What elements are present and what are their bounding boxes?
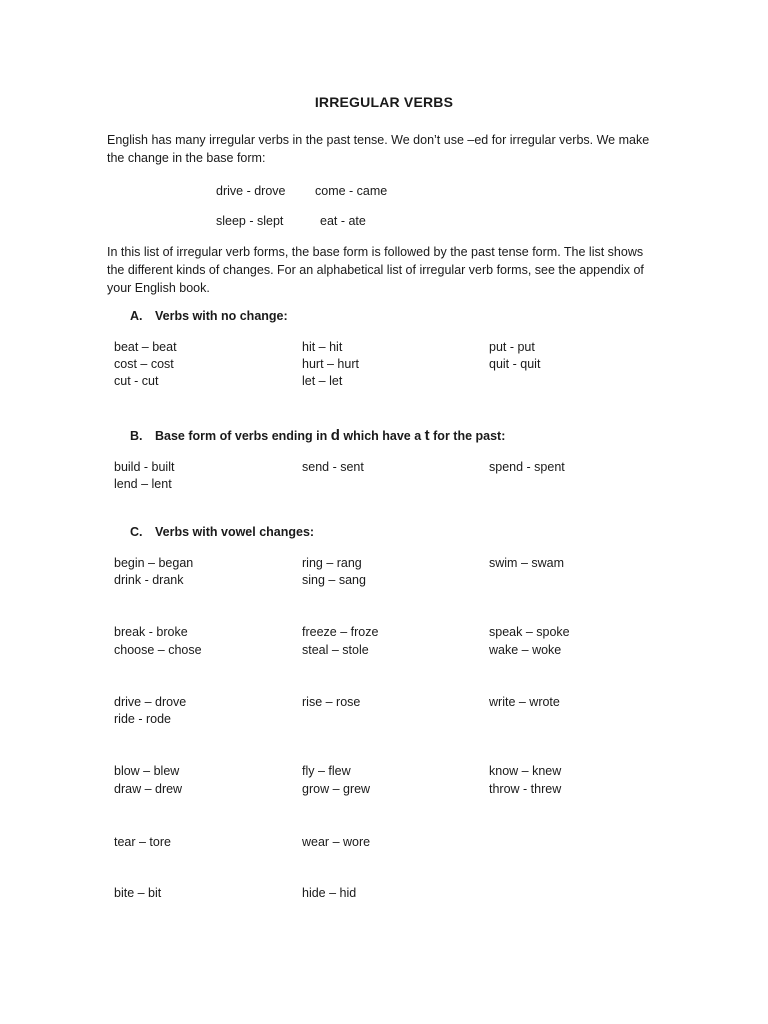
verb-cell: begin – began [114,556,194,570]
verb-cell: hurt – hurt [302,357,359,371]
verb-cell: fly – flew [302,764,351,778]
verb-cell: ride - rode [114,712,171,726]
verb-cell: throw - threw [489,782,562,796]
verb-cell: quit - quit [489,357,541,371]
verb-cell: speak – spoke [489,625,570,639]
verb-cell: write – wrote [489,695,560,709]
verb-cell: draw – drew [114,782,183,796]
verb-cell: hit – hit [302,340,343,354]
explanation-paragraph [107,243,667,297]
section-c-title: Verbs with vowel changes: [155,525,315,539]
verb-cell: beat – beat [114,340,177,354]
verb-cell: spend - spent [489,460,565,474]
intro-line-1: English has many irregular verbs in the past tense. We don’t use –ed for irregular verbs. We make [107,133,650,147]
verb-cell: build - built [114,460,175,474]
section-b-title-d: d [330,427,340,444]
explanation-line-1: In this list of irregular verb forms, the base form is followed by the past tense form. The list shows [107,245,644,259]
example-sleep: sleep - slept [216,214,284,228]
intro-line-2: the change in the base form: [107,151,266,165]
section-a-heading [130,309,288,323]
verb-cell: wear – wore [302,835,371,849]
section-b-title-mid: which have a [339,429,425,443]
verb-cell: drink - drank [114,573,184,587]
page-title: IRREGULAR VERBS [314,94,454,110]
verb-cell: send - sent [302,460,364,474]
section-b-title-pre: Base form of verbs ending in [155,429,331,443]
section-c-letter: C. [130,525,143,539]
intro-paragraph [107,131,667,167]
verb-cell: break - broke [114,625,188,639]
verb-cell: ring – rang [302,556,362,570]
example-drive: drive - drove [216,184,286,198]
section-b-heading [130,427,505,444]
verb-cell: choose – chose [114,643,202,657]
explanation-line-3: your English book. [107,281,210,295]
verb-cell: steal – stole [302,643,369,657]
explanation-line-2: the different kinds of changes. For an alphabetical list of irregular verb forms, see the appendix of [107,263,644,277]
verb-cell: drive – drove [114,695,187,709]
section-a-title: Verbs with no change: [155,309,288,323]
verb-cell: bite – bit [114,886,162,900]
verb-cell: freeze – froze [302,625,379,639]
verb-cell: swim – swam [489,556,565,570]
verb-cell: cost – cost [114,357,174,371]
verb-cell: know – knew [489,764,562,778]
verb-cell: let – let [302,374,343,388]
verb-cell: put - put [489,340,535,354]
verb-cell: tear – tore [114,835,171,849]
verb-cell: blow – blew [114,764,180,778]
section-c-heading [130,525,314,539]
verb-cell: cut - cut [114,374,159,388]
verb-cell: sing – sang [302,573,366,587]
verb-cell: grow – grew [302,782,371,796]
verb-cell: rise – rose [302,695,361,709]
verb-cell: wake – woke [489,643,562,657]
verb-cell: hide – hid [302,886,357,900]
example-eat: eat - ate [320,214,366,228]
section-b-title-post: for the past: [429,429,506,443]
verb-cell: lend – lent [114,477,172,491]
section-b-letter: B. [130,429,143,443]
section-b-title-t: t [424,427,430,444]
example-come: come - came [315,184,388,198]
section-a-letter: A. [130,309,143,323]
